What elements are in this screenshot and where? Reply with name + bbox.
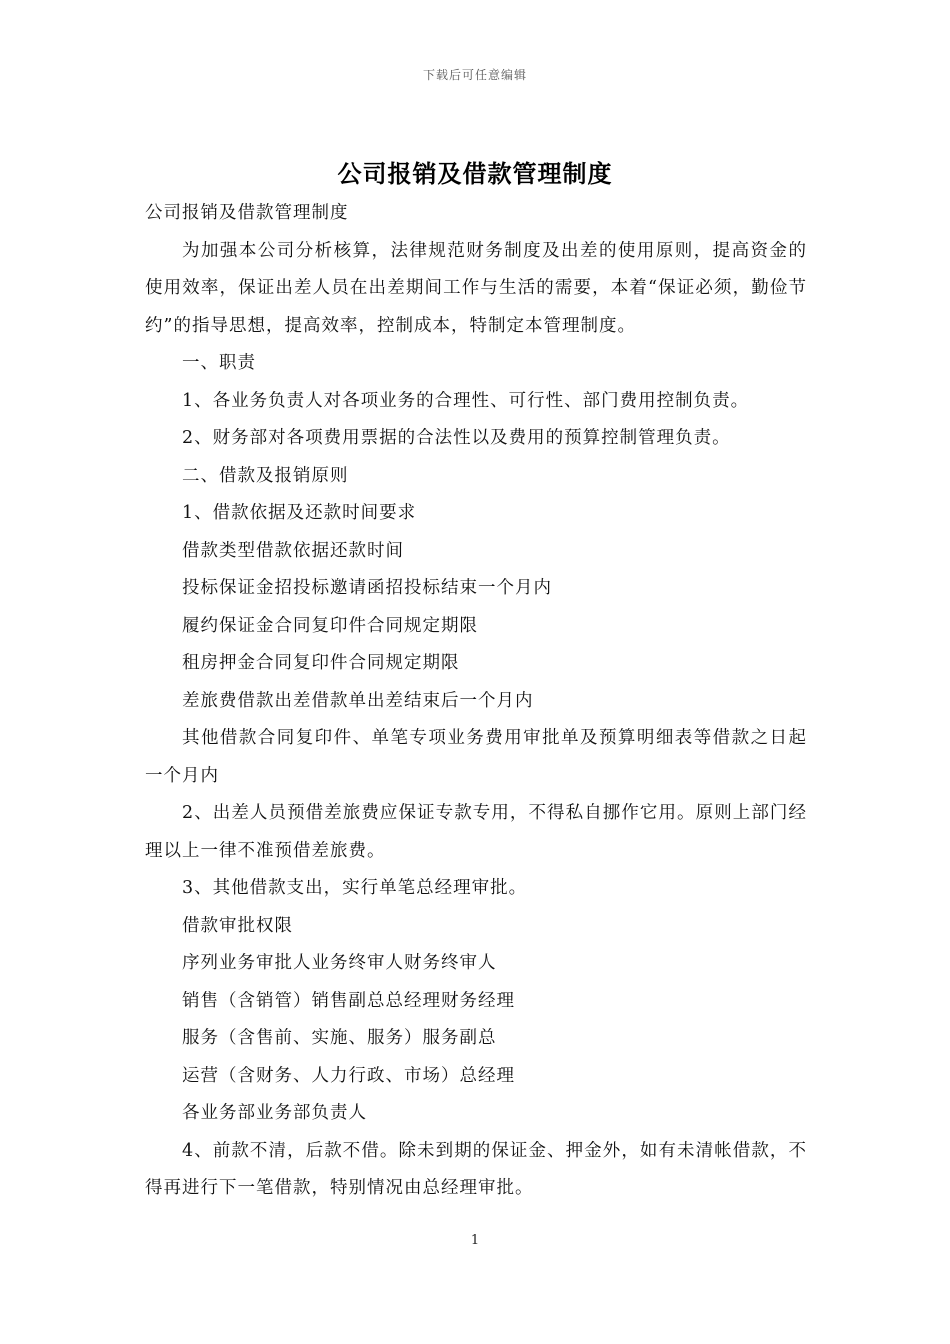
document-title: 公司报销及借款管理制度 bbox=[337, 159, 613, 188]
paragraph-duty-2: 2、财务部对各项费用票据的合法性以及费用的预算控制管理负责。 bbox=[182, 428, 731, 448]
header-note: 下载后可任意编辑 bbox=[422, 68, 527, 82]
section-heading-duties: 一、职责 bbox=[182, 353, 256, 373]
approval-table-caption: 借款审批权限 bbox=[182, 915, 293, 936]
loan-table-row: 其他借款合同复印件、单笔专项业务费用审批单及预算明细表等借款之日起一个月内 bbox=[145, 728, 807, 786]
loan-table-row: 投标保证金招投标邀请函招投标结束一个月内 bbox=[182, 578, 552, 598]
approval-table-row: 服务（含售前、实施、服务）服务副总 bbox=[182, 1028, 497, 1048]
approval-table-header: 序列业务审批人业务终审人财务终审人 bbox=[182, 953, 497, 973]
paragraph-duty-1: 1、各业务负责人对各项业务的合理性、可行性、部门费用控制负责。 bbox=[182, 390, 750, 411]
paragraph-principle-3: 3、其他借款支出，实行单笔总经理审批。 bbox=[182, 878, 528, 898]
paragraph-principle-1: 1、借款依据及还款时间要求 bbox=[182, 503, 417, 523]
approval-table-row: 运营（含财务、人力行政、市场）总经理 bbox=[182, 1065, 515, 1086]
loan-table-header: 借款类型借款依据还款时间 bbox=[182, 540, 404, 561]
paragraph-subtitle: 公司报销及借款管理制度 bbox=[145, 203, 349, 223]
section-heading-principles: 二、借款及报销原则 bbox=[182, 465, 349, 486]
document-body bbox=[145, 195, 807, 1208]
loan-table-row: 履约保证金合同复印件合同规定期限 bbox=[182, 615, 478, 636]
page-number: 1 bbox=[470, 1233, 480, 1248]
loan-table-row: 租房押金合同复印件合同规定期限 bbox=[182, 653, 460, 673]
paragraph-intro: 为加强本公司分析核算，法律规范财务制度及出差的使用原则，提高资金的使用效率，保证出差人员在出差期间工作与生活的需要，本着“保证必须，勤俭节约”的指导思想，提高效率，控制成本，特制定本管理制度。 bbox=[145, 240, 807, 336]
paragraph-principle-4: 4、前款不清，后款不借。除未到期的保证金、押金外，如有未清帐借款，不得再进行下一笔借款，特别情况由总经理审批。 bbox=[145, 1140, 807, 1198]
approval-table-row: 销售（含销管）销售副总总经理财务经理 bbox=[182, 990, 515, 1011]
loan-table-row: 差旅费借款出差借款单出差结束后一个月内 bbox=[182, 690, 534, 711]
paragraph-principle-2: 2、出差人员预借差旅费应保证专款专用，不得私自挪作它用。原则上部门经理以上一律不准预借差旅费。 bbox=[145, 803, 807, 861]
approval-table-row: 各业务部业务部负责人 bbox=[182, 1103, 367, 1123]
